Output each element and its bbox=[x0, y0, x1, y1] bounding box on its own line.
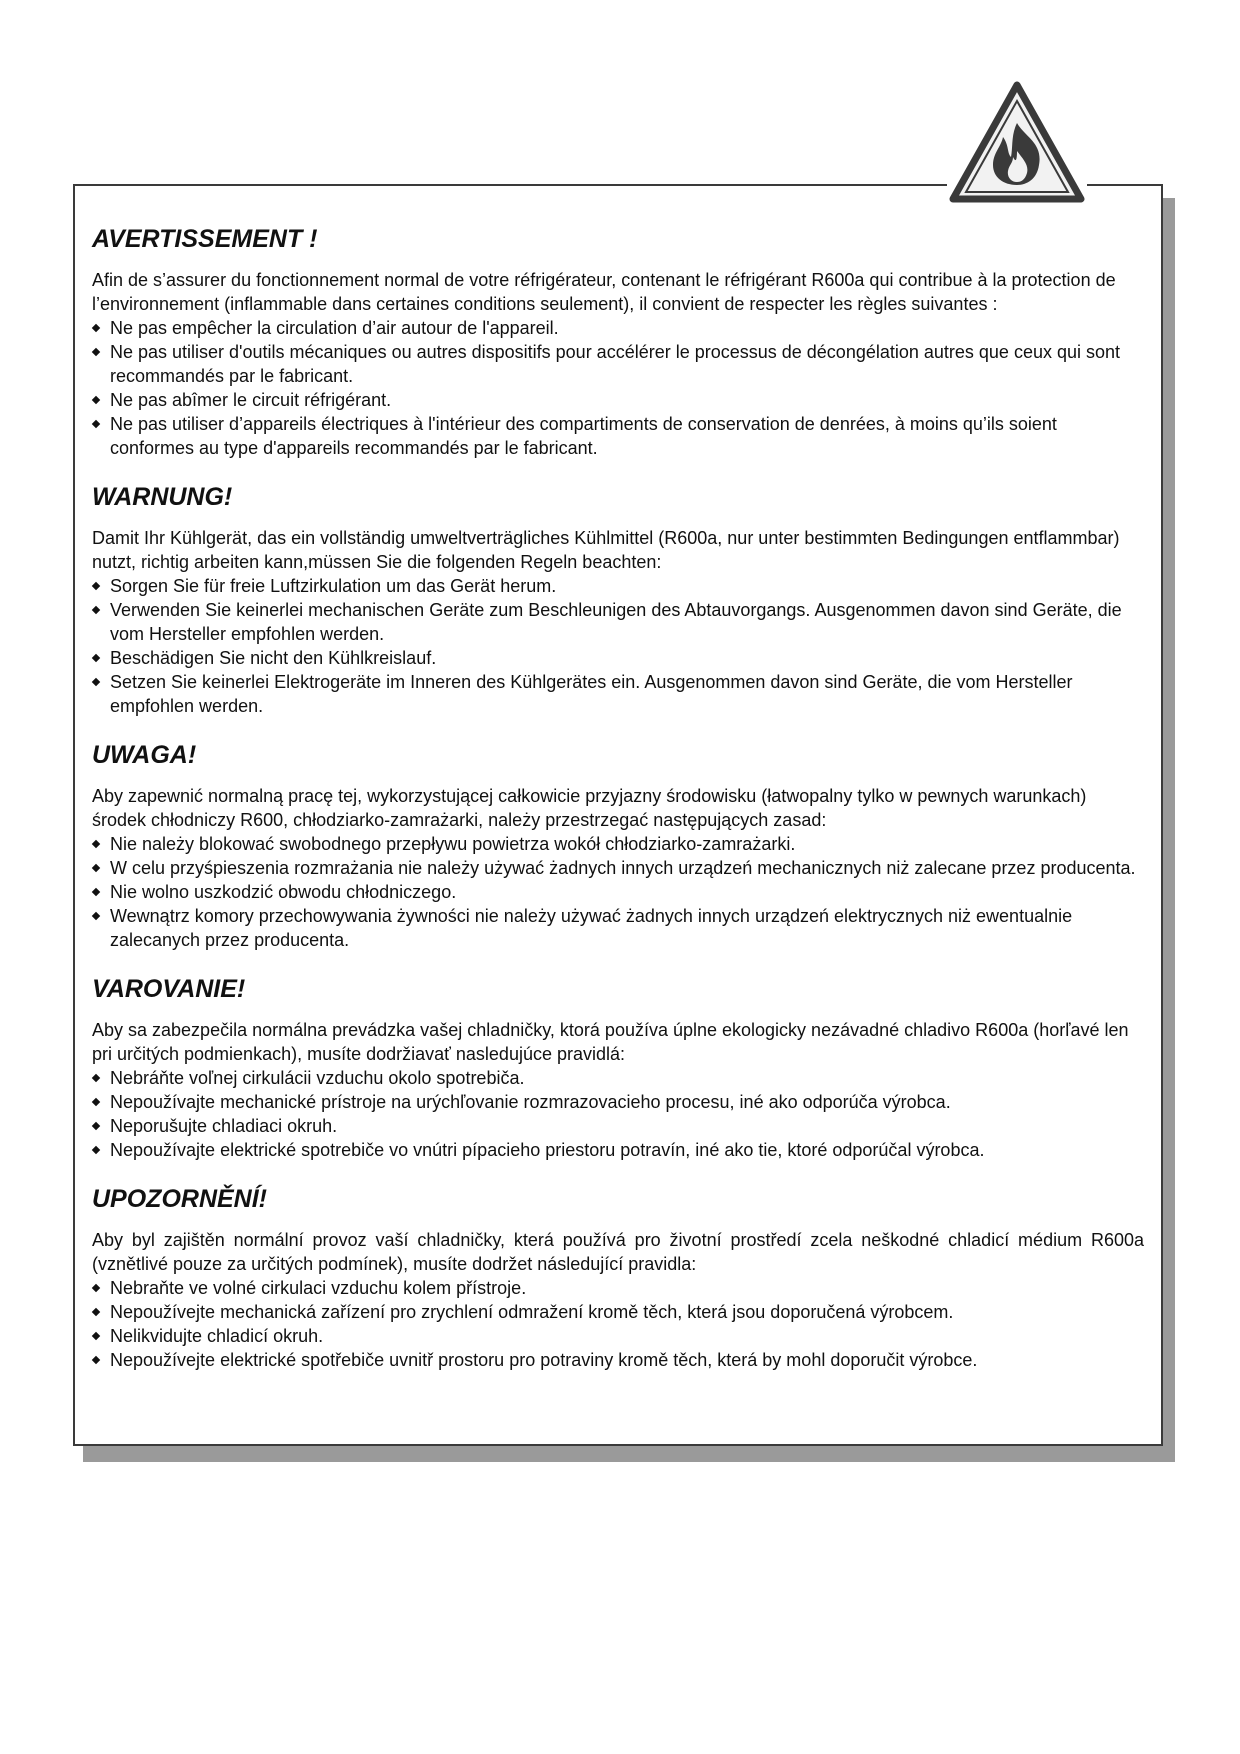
list-item: Nebraňte ve volné cirkulaci vzduchu kolem přístroje. bbox=[92, 1276, 1144, 1300]
list-item: Nepoužívejte elektrické spotřebiče uvnitř prostoru pro potraviny kromě těch, která by mohl doporučit výrobce. bbox=[92, 1348, 1144, 1372]
list-item: Nie należy blokować swobodnego przepływu powietrza wokół chłodziarko-zamrażarki. bbox=[92, 832, 1144, 856]
bullet-list bbox=[92, 1276, 1161, 1372]
bullet-diamond-icon bbox=[92, 1308, 100, 1316]
list-item: Nebráňte voľnej cirkulácii vzduchu okolo spotrebiča. bbox=[92, 1066, 1144, 1090]
flammable-triangle-icon bbox=[947, 77, 1087, 207]
bullet-diamond-icon bbox=[92, 1122, 100, 1130]
warning-frame bbox=[73, 184, 1163, 1446]
list-item: Nie wolno uszkodzić obwodu chłodniczego. bbox=[92, 880, 1144, 904]
bullet-diamond-icon bbox=[92, 1098, 100, 1106]
bullet-diamond-icon bbox=[92, 606, 100, 614]
bullet-diamond-icon bbox=[92, 678, 100, 686]
section-french bbox=[92, 224, 1161, 460]
bullet-diamond-icon bbox=[92, 1146, 100, 1154]
section-czech bbox=[92, 1184, 1161, 1372]
section-title: UWAGA! bbox=[92, 741, 197, 769]
bullet-diamond-icon bbox=[92, 1284, 100, 1292]
list-item: Ne pas abîmer le circuit réfrigérant. bbox=[92, 388, 1144, 412]
flammable-warning-icon bbox=[947, 77, 1087, 207]
bullet-diamond-icon bbox=[92, 1356, 100, 1364]
list-item: Beschädigen Sie nicht den Kühlkreislauf. bbox=[92, 646, 1144, 670]
list-item: Nepoužívejte mechanická zařízení pro zrychlení odmražení kromě těch, která jsou doporučená výrobcem. bbox=[92, 1300, 1144, 1324]
bullet-diamond-icon bbox=[92, 1074, 100, 1082]
bullet-diamond-icon bbox=[92, 1332, 100, 1340]
bullet-diamond-icon bbox=[92, 864, 100, 872]
list-item: Verwenden Sie keinerlei mechanischen Geräte zum Beschleunigen des Abtauvorgangs. Ausgenommen davon sind Geräte, die vom Hersteller empfohlen werden. bbox=[92, 598, 1144, 646]
list-item: Nelikvidujte chladicí okruh. bbox=[92, 1324, 1144, 1348]
list-item: Neporušujte chladiaci okruh. bbox=[92, 1114, 1144, 1138]
section-polish bbox=[92, 740, 1161, 952]
section-intro: Damit Ihr Kühlgerät, das ein vollständig umweltverträgliches Kühlmittel (R600a, nur unter bestimmten Bedingungen entflammbar) nutzt, richtig arbeiten kann,müssen Sie die folgenden Regeln beachten: bbox=[92, 528, 1120, 572]
bullet-diamond-icon bbox=[92, 420, 100, 428]
list-item: W celu przyśpieszenia rozmrażania nie należy używać żadnych innych urządzeń mechanicznych niż zalecane przez producenta. bbox=[92, 856, 1144, 880]
bullet-diamond-icon bbox=[92, 396, 100, 404]
list-item: Sorgen Sie für freie Luftzirkulation um das Gerät herum. bbox=[92, 574, 1144, 598]
bullet-diamond-icon bbox=[92, 888, 100, 896]
section-slovak bbox=[92, 974, 1161, 1162]
section-german bbox=[92, 482, 1161, 718]
section-intro: Aby zapewnić normalną pracę tej, wykorzystującej całkowicie przyjazny środowisku (łatwopalny tylko w pewnych warunkach) środek chłodniczy R600, chłodziarko-zamrażarki, należy przestrzegać następujących zasad: bbox=[92, 786, 1087, 830]
section-title: WARNUNG! bbox=[92, 483, 233, 511]
list-item: Setzen Sie keinerlei Elektrogeräte im Inneren des Kühlgerätes ein. Ausgenommen davon sind Geräte, die vom Hersteller empfohlen werden. bbox=[92, 670, 1144, 718]
bullet-diamond-icon bbox=[92, 912, 100, 920]
list-item: Ne pas empêcher la circulation d’air autour de l'appareil. bbox=[92, 316, 1144, 340]
section-title: UPOZORNĚNÍ! bbox=[92, 1185, 267, 1213]
section-intro: Aby byl zajištěn normální provoz vaší chladničky, která používá pro životní prostředí zcela neškodné chladicí médium R600a (vznětlivé pouze za určitých podmínek), musíte dodržet následující pravidla: bbox=[92, 1230, 1144, 1274]
section-title: AVERTISSEMENT ! bbox=[92, 225, 318, 253]
list-item: Wewnątrz komory przechowywania żywności nie należy używać żadnych innych urządzeń elektrycznych niż ewentualnie zalecanych przez producenta. bbox=[92, 904, 1144, 952]
list-item: Nepoužívajte elektrické spotrebiče vo vnútri pípacieho priestoru potravín, iné ako tie, ktoré odporúčal výrobca. bbox=[92, 1138, 1144, 1162]
bullet-list bbox=[92, 574, 1161, 718]
section-intro: Aby sa zabezpečila normálna prevádzka vašej chladničky, ktorá používa úplne ekologicky nezávadné chladivo R600a (horľavé len pri určitých podmienkach), musíte dodržiavať nasledujúce pravidlá: bbox=[92, 1020, 1129, 1064]
bullet-diamond-icon bbox=[92, 348, 100, 356]
section-intro: Afin de s’assurer du fonctionnement normal de votre réfrigérateur, contenant le réfrigérant R600a qui contribue à la protection de l’environnement (inflammable dans certaines conditions seulement), il convient de respecter les règles suivantes : bbox=[92, 270, 1116, 314]
bullet-diamond-icon bbox=[92, 654, 100, 662]
bullet-diamond-icon bbox=[92, 324, 100, 332]
bullet-diamond-icon bbox=[92, 840, 100, 848]
bullet-diamond-icon bbox=[92, 582, 100, 590]
list-item: Ne pas utiliser d'outils mécaniques ou autres dispositifs pour accélérer le processus de décongélation autres que ceux qui sont recommandés par le fabricant. bbox=[92, 340, 1144, 388]
bullet-list bbox=[92, 832, 1161, 952]
bullet-list bbox=[92, 316, 1161, 460]
bullet-list bbox=[92, 1066, 1161, 1162]
section-title: VAROVANIE! bbox=[92, 975, 246, 1003]
list-item: Ne pas utiliser d’appareils électriques à l'intérieur des compartiments de conservation de denrées, à moins qu’ils soient conformes au type d'appareils recommandés par le fabricant. bbox=[92, 412, 1144, 460]
list-item: Nepoužívajte mechanické prístroje na urýchľovanie rozmrazovacieho procesu, iné ako odporúča výrobca. bbox=[92, 1090, 1144, 1114]
